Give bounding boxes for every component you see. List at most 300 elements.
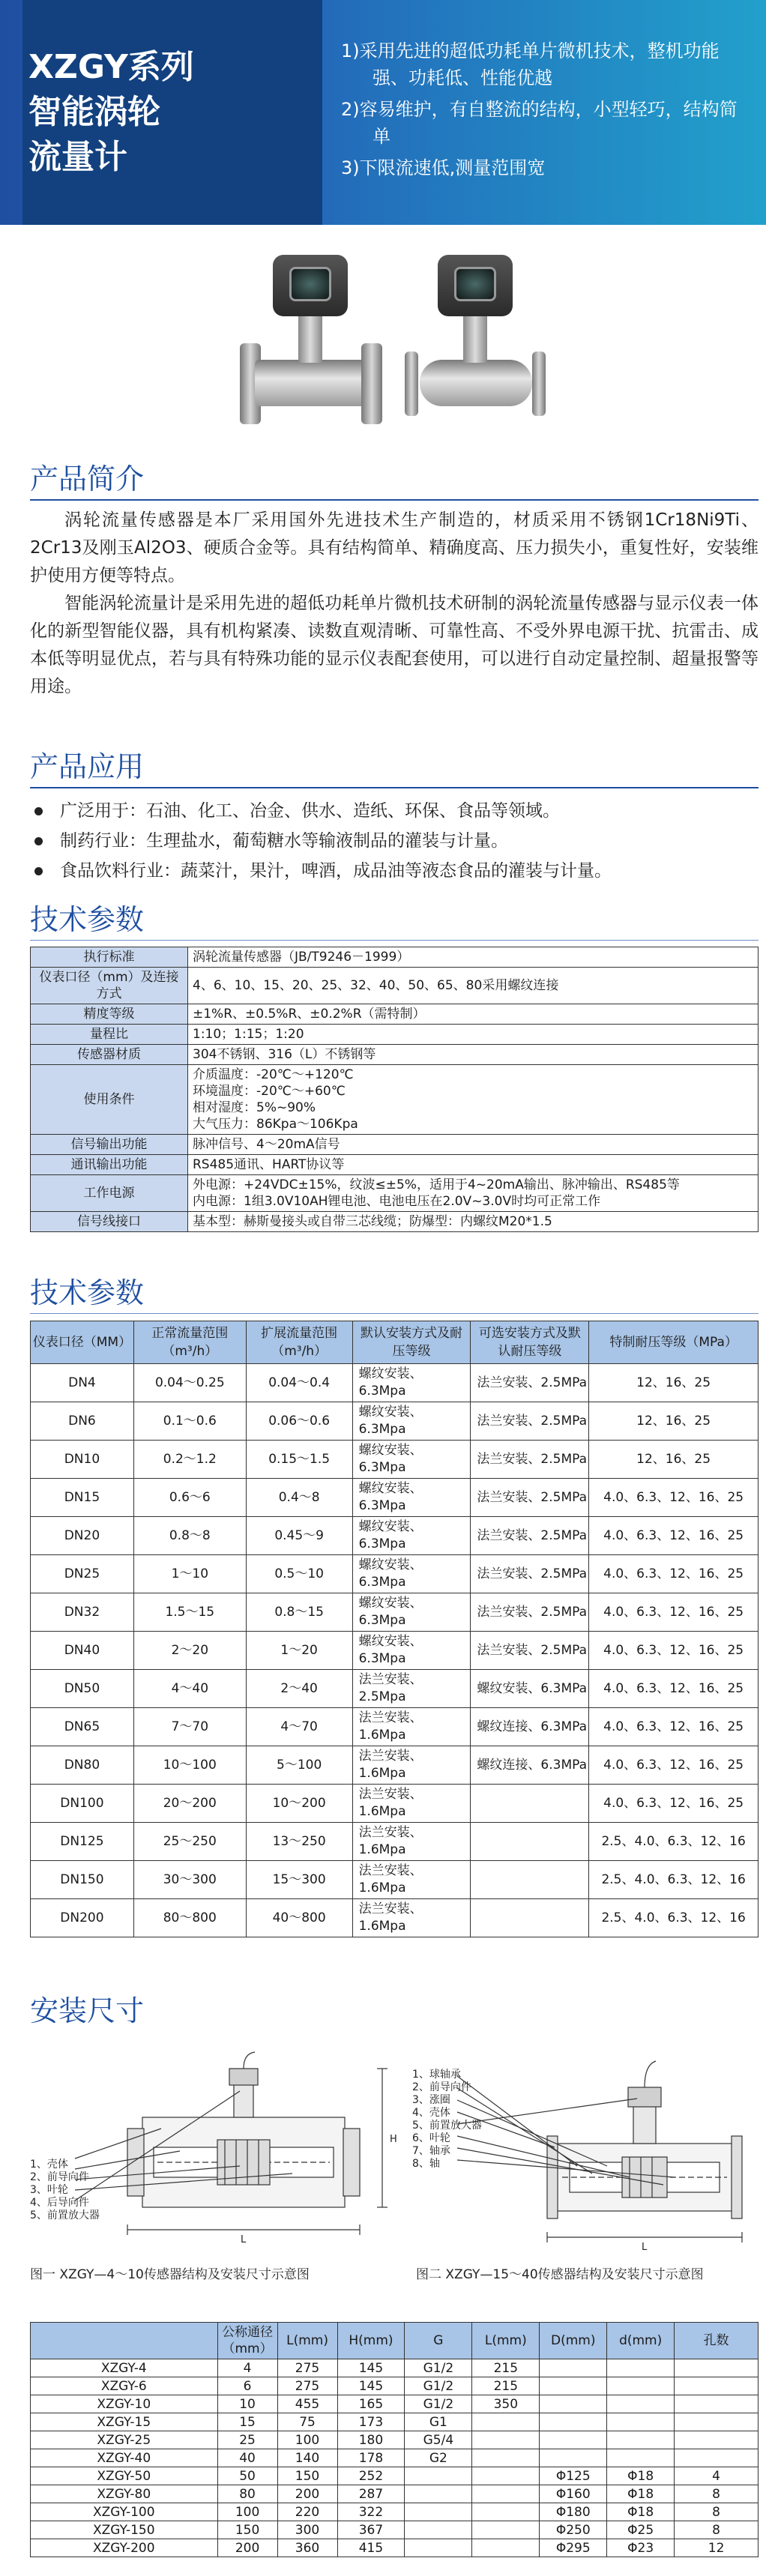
table-cell: 1.5～15 [133,1593,246,1632]
table-cell [405,2539,472,2557]
table-cell: 20～200 [133,1785,246,1823]
table-cell: 法兰安装、2.5MPa [471,1632,589,1670]
table-cell: XZGY-100 [31,2503,218,2521]
dimension-table [30,2322,759,2557]
table-row [31,1785,759,1823]
table-row [31,1402,759,1441]
table-cell: 220 [277,2503,337,2521]
table-cell: 12、16、25 [589,1402,759,1441]
column-header: 扩展流量范围（m³/h） [246,1321,352,1364]
header-banner [0,0,766,225]
table-cell [675,2449,759,2467]
table-row [31,1899,759,1937]
column-header: 默认安装方式及耐压等级 [352,1321,471,1364]
table-row [31,2377,759,2395]
table-cell [472,2485,540,2503]
column-header: 特制耐压等级（MPa） [589,1321,759,1364]
table-cell: DN50 [31,1670,134,1708]
table-cell: 法兰安装、2.5MPa [471,1441,589,1479]
column-header: 正常流量范围（m³/h） [133,1321,246,1364]
table-cell: 法兰安装、1.6Mpa [352,1861,471,1899]
intro-paragraph: 涡轮流量传感器是本厂采用国外先进技术生产制造的，材质采用不锈钢1Cr18Ni9Ti、2Cr13及刚玉Al2O3、硬质合金等。具有结构简单、精确度高、压力损失小，重复性好，安装维护使用方便等特点。 [30,510,759,585]
caption-figure-2: 图二 XZGY—15～40传感器结构及安装尺寸示意图 [416,2267,704,2282]
caption-figure-1: 图一 XZGY—4～10传感器结构及安装尺寸示意图 [30,2267,310,2282]
table-row [31,1823,759,1861]
table-cell: 4.0、6.3、12、16、25 [589,1670,759,1708]
table-cell [405,2485,472,2503]
dim-label-l: L [642,2242,648,2253]
table-row [31,1025,759,1045]
table-row [31,2503,759,2521]
spec-key: 工作电源 [31,1175,188,1212]
spec-table-general [30,947,759,1232]
table-cell [472,2503,540,2521]
table-cell: 法兰安装、2.5MPa [471,1364,589,1402]
spec-value: ±1%R、±0.5%R、±0.2%R（需特制） [188,1004,759,1025]
table-cell: 法兰安装、2.5MPa [471,1402,589,1441]
spec-key: 执行标准 [31,947,188,968]
table-row [31,2539,759,2557]
table-cell: 螺纹连接、6.3MPa [471,1746,589,1785]
table-cell: DN32 [31,1593,134,1632]
feature-points [341,37,750,186]
table-cell: 法兰安装、2.5MPa [471,1555,589,1593]
table-cell: 40～800 [246,1899,352,1937]
section-title-spec-range: 技术参数 [30,1276,145,1309]
section-rule [30,499,759,501]
table-row [31,1670,759,1708]
table-cell [675,2377,759,2395]
table-cell: DN100 [31,1785,134,1823]
table-cell: 8 [675,2485,759,2503]
table-cell [540,2395,607,2413]
table-cell: 415 [337,2539,405,2557]
table-cell [471,1785,589,1823]
table-cell [472,2539,540,2557]
table-cell [405,2503,472,2521]
legend-item: 2、前导向件 [30,2171,89,2183]
table-cell: 252 [337,2467,405,2485]
spec-key: 仪表口径（mm）及连接方式 [31,968,188,1004]
dim-label-h: H [390,2134,397,2145]
table-row [31,1746,759,1785]
spec-key: 使用条件 [31,1065,188,1135]
table-cell: 螺纹安装、6.3Mpa [352,1479,471,1517]
spec-key: 通讯输出功能 [31,1155,188,1175]
table-cell: 215 [472,2377,540,2395]
table-cell: 13～250 [246,1823,352,1861]
spec-value: 基本型：赫斯曼接头或自带三芯线缆；防爆型：内螺纹M20*1.5 [188,1212,759,1232]
legend-mid-sensor [412,2069,482,2171]
table-cell [675,2359,759,2377]
table-cell [472,2431,540,2449]
table-cell [540,2377,607,2395]
table-cell: 455 [277,2395,337,2413]
legend-small-sensor [30,2159,100,2222]
table-row [31,2467,759,2485]
legend-item: 3、叶轮 [30,2184,68,2196]
legend-item: 4、壳体 [412,2107,450,2119]
table-cell: DN10 [31,1441,134,1479]
table-cell: G1 [405,2413,472,2431]
table-cell: 215 [472,2359,540,2377]
table-cell: 150 [217,2521,277,2539]
flange-meter-image [240,255,382,427]
table-cell: XZGY-4 [31,2359,218,2377]
table-row [31,968,759,1004]
table-cell: XZGY-40 [31,2449,218,2467]
feature-point: 2)容易维护，有自整流的结构，小型轻巧，结构简单 [341,99,738,147]
table-cell: 173 [337,2413,405,2431]
table-cell: G1/2 [405,2395,472,2413]
table-cell: DN6 [31,1402,134,1441]
legend-item: 5、前置放大器 [30,2209,100,2221]
table-cell: 200 [217,2539,277,2557]
table-cell [607,2413,675,2431]
table-cell: 178 [337,2449,405,2467]
spec-value: 1:10；1:15；1:20 [188,1025,759,1045]
legend-item: 6、叶轮 [412,2132,450,2144]
table-cell: 4.0、6.3、12、16、25 [589,1517,759,1555]
table-cell: 2.5、4.0、6.3、12、16 [589,1899,759,1937]
table-row [31,1479,759,1517]
table-row [31,1441,759,1479]
product-title: XZGY系列 智能涡轮 流量计 [28,48,194,176]
spec-value: 脉冲信号、4～20mA信号 [188,1135,759,1155]
table-cell: 法兰安装、1.6Mpa [352,1785,471,1823]
table-cell: XZGY-25 [31,2431,218,2449]
table-cell: 4.0、6.3、12、16、25 [589,1479,759,1517]
column-header: D(mm) [540,2323,607,2359]
table-cell: 0.2～1.2 [133,1441,246,1479]
table-cell: 4.0、6.3、12、16、25 [589,1708,759,1746]
table-cell: Φ125 [540,2467,607,2485]
table-cell: 75 [277,2413,337,2431]
table-row [31,2449,759,2467]
list-item: 食品饮料行业：蔬菜汁，果汁，啤酒，成品油等液态食品的灌装与计量。 [30,856,759,886]
table-cell: 法兰安装、1.6Mpa [352,1708,471,1746]
table-row [31,2413,759,2431]
spec-value: 涡轮流量传感器（JB/T9246－1999） [188,947,759,968]
table-cell: 螺纹安装、6.3Mpa [352,1517,471,1555]
table-cell: 0.04～0.25 [133,1364,246,1402]
table-cell: 法兰安装、1.6Mpa [352,1899,471,1937]
table-cell: 4.0、6.3、12、16、25 [589,1632,759,1670]
table-cell: 法兰安装、2.5MPa [471,1517,589,1555]
section-rule [30,787,759,788]
table-cell: 1～20 [246,1632,352,1670]
table-cell: 0.8～15 [246,1593,352,1632]
table-cell [471,1899,589,1937]
column-header: d(mm) [607,2323,675,2359]
table-cell: DN125 [31,1823,134,1861]
table-cell: XZGY-50 [31,2467,218,2485]
table-row [31,1593,759,1632]
table-cell: 4.0、6.3、12、16、25 [589,1785,759,1823]
table-cell: 287 [337,2485,405,2503]
table-cell: 1～10 [133,1555,246,1593]
table-cell: 30～300 [133,1861,246,1899]
table-cell: 2～40 [246,1670,352,1708]
table-row [31,1065,759,1135]
table-cell: 322 [337,2503,405,2521]
table-cell: Φ23 [607,2539,675,2557]
table-row [31,1632,759,1670]
spec-key: 精度等级 [31,1004,188,1025]
table-cell: 0.6～6 [133,1479,246,1517]
table-cell: DN200 [31,1899,134,1937]
table-cell: Φ18 [607,2485,675,2503]
table-cell [471,1861,589,1899]
table-cell: 7～70 [133,1708,246,1746]
table-row [31,2359,759,2377]
table-cell: DN20 [31,1517,134,1555]
legend-item: 2、前导向件 [412,2081,471,2093]
table-cell: 50 [217,2467,277,2485]
table-row [31,2521,759,2539]
table-cell [405,2521,472,2539]
table-row [31,947,759,968]
section-rule [30,940,759,941]
table-cell: 6 [217,2377,277,2395]
legend-item: 4、后导向件 [30,2197,89,2209]
table-row [31,1861,759,1899]
table-cell [540,2431,607,2449]
table-cell: DN80 [31,1746,134,1785]
spec-key: 信号线接口 [31,1212,188,1232]
table-cell: 螺纹安装、6.3Mpa [352,1441,471,1479]
table-cell: 165 [337,2395,405,2413]
table-cell: 0.5～10 [246,1555,352,1593]
table-cell: 300 [277,2521,337,2539]
table-cell: 15～300 [246,1861,352,1899]
table-cell [675,2431,759,2449]
table-cell [607,2377,675,2395]
legend-item: 1、球轴承 [412,2069,461,2081]
table-cell: 法兰安装、2.5Mpa [352,1670,471,1708]
column-header: L(mm) [277,2323,337,2359]
dim-label-l: L [241,2234,247,2245]
table-cell [607,2359,675,2377]
table-cell: 275 [277,2359,337,2377]
table-cell: 275 [277,2377,337,2395]
spec-key: 量程比 [31,1025,188,1045]
table-cell: 25 [217,2431,277,2449]
table-cell: 145 [337,2359,405,2377]
table-cell: 0.1～0.6 [133,1402,246,1441]
section-title-spec: 技术参数 [30,903,145,936]
table-cell: 0.04～0.4 [246,1364,352,1402]
table-cell: 10～100 [133,1746,246,1785]
table-cell: 螺纹安装、6.3Mpa [352,1632,471,1670]
table-cell: Φ18 [607,2467,675,2485]
table-cell [472,2413,540,2431]
table-cell: 180 [337,2431,405,2449]
table-cell: XZGY-200 [31,2539,218,2557]
column-header: 仪表口径（MM） [31,1321,134,1364]
table-cell: 4～70 [246,1708,352,1746]
table-cell: 螺纹安装、6.3Mpa [352,1593,471,1632]
table-cell [540,2449,607,2467]
spec-value: 304不锈钢、316（L）不锈钢等 [188,1045,759,1065]
table-cell: 100 [277,2431,337,2449]
table-row [31,1517,759,1555]
table-row [31,1364,759,1402]
table-cell: 12、16、25 [589,1364,759,1402]
table-cell: 螺纹连接、6.3MPa [471,1708,589,1746]
table-cell: 0.45～9 [246,1517,352,1555]
table-cell: Φ295 [540,2539,607,2557]
table-row [31,1175,759,1212]
table-cell: 螺纹安装、6.3MPa [471,1670,589,1708]
table-row [31,2485,759,2503]
table-cell: Φ180 [540,2503,607,2521]
table-row [31,2395,759,2413]
table-row [31,1135,759,1155]
table-cell: 2.5、4.0、6.3、12、16 [589,1823,759,1861]
table-cell: DN65 [31,1708,134,1746]
table-cell: 12 [675,2539,759,2557]
diagram-small-sensor [30,2046,405,2256]
table-cell: 10～200 [246,1785,352,1823]
table-cell [472,2467,540,2485]
legend-item: 7、轴承 [412,2145,450,2157]
table-cell: XZGY-10 [31,2395,218,2413]
table-cell: DN25 [31,1555,134,1593]
legend-item: 1、壳体 [30,2159,68,2171]
list-item: 制药行业：生理盐水，葡萄糖水等输液制品的灌装与计量。 [30,826,759,856]
table-row [31,1708,759,1746]
spec-value: 外电源：+24VDC±15%，纹波≤±5%，适用于4~20mA输出、脉冲输出、RS485等 内电源：1组3.0V10AH锂电池、电池电压在2.0V~3.0V时均可正常工作 [188,1175,759,1212]
table-cell: G1/2 [405,2359,472,2377]
table-cell: 0.15～1.5 [246,1441,352,1479]
table-cell: 150 [277,2467,337,2485]
legend-item: 8、轴 [412,2158,440,2170]
feature-point: 3)下限流速低,测量范围宽 [341,157,546,178]
table-cell: 螺纹安装、6.3Mpa [352,1364,471,1402]
table-cell: 145 [337,2377,405,2395]
table-cell [607,2449,675,2467]
table-cell: XZGY-15 [31,2413,218,2431]
table-cell: 10 [217,2395,277,2413]
spec-value: 4、6、10、15、20、25、32、40、50、65、80采用螺纹连接 [188,968,759,1004]
table-cell: 4 [675,2467,759,2485]
table-cell [540,2359,607,2377]
table-cell: 法兰安装、2.5MPa [471,1593,589,1632]
table-cell: 367 [337,2521,405,2539]
table-cell: 4 [217,2359,277,2377]
table-cell: 0.06～0.6 [246,1402,352,1441]
table-cell: 法兰安装、2.5MPa [471,1479,589,1517]
table-cell: 法兰安装、1.6Mpa [352,1746,471,1785]
table-cell: 5～100 [246,1746,352,1785]
table-cell: XZGY-80 [31,2485,218,2503]
table-cell: XZGY-150 [31,2521,218,2539]
table-cell: XZGY-6 [31,2377,218,2395]
legend-item: 5、前置放大器 [412,2120,482,2132]
table-row [31,1045,759,1065]
column-header: G [405,2323,472,2359]
column-header: 可选安装方式及默认耐压等级 [471,1321,589,1364]
table-cell: DN15 [31,1479,134,1517]
table-cell: 15 [217,2413,277,2431]
table-cell: 螺纹安装、6.3Mpa [352,1402,471,1441]
table-cell: 8 [675,2521,759,2539]
column-header: 孔数 [675,2323,759,2359]
table-cell: 0.4～8 [246,1479,352,1517]
table-cell [675,2413,759,2431]
table-cell: 140 [277,2449,337,2467]
table-row [31,1155,759,1175]
table-cell: 12、16、25 [589,1441,759,1479]
table-cell: G2 [405,2449,472,2467]
table-cell: 80～800 [133,1899,246,1937]
section-title-install: 安装尺寸 [30,1994,145,2027]
table-cell: 4.0、6.3、12、16、25 [589,1746,759,1785]
table-cell: 法兰安装、1.6Mpa [352,1823,471,1861]
intro-paragraph: 智能涡轮流量计是采用先进的超低功耗单片微机技术研制的涡轮流量传感器与显示仪表一体化的新型智能仪器，具有机构紧凑、读数直观清晰、可靠性高、不受外界电源干扰、抗雷击、成本低等明显优点，若与具有特殊功能的显示仪表配套使用，可以进行自动定量控制、超量报警等用途。 [30,594,759,696]
table-cell: 350 [472,2395,540,2413]
product-photos [240,255,540,427]
table-cell: 螺纹安装、6.3Mpa [352,1555,471,1593]
table-row [31,1212,759,1232]
intro-text [30,507,759,701]
application-list [30,796,759,886]
column-header: H(mm) [337,2323,405,2359]
table-cell: 2～20 [133,1632,246,1670]
table-cell: Φ160 [540,2485,607,2503]
spec-value: 介质温度：-20℃～+120℃ 环境温度：-20℃～+60℃ 相对湿度：5%~90% 大气压力：86Kpa～106Kpa [188,1065,759,1135]
spec-table-range [30,1321,759,1937]
table-cell: 25～250 [133,1823,246,1861]
table-cell: 0.8～8 [133,1517,246,1555]
table-cell: 100 [217,2503,277,2521]
table-cell: Φ18 [607,2503,675,2521]
section-title-application: 产品应用 [30,750,145,783]
table-cell: 4.0、6.3、12、16、25 [589,1593,759,1632]
table-cell [540,2413,607,2431]
table-cell: 4.0、6.3、12、16、25 [589,1555,759,1593]
feature-point: 1)采用先进的超低功耗单片微机技术，整机功能强、功耗低、性能优越 [341,40,720,88]
table-row [31,2431,759,2449]
table-cell: 200 [277,2485,337,2503]
table-cell [675,2395,759,2413]
table-cell: Φ25 [607,2521,675,2539]
list-item: 广泛用于：石油、化工、冶金、供水、造纸、环保、食品等领域。 [30,796,759,826]
table-cell: DN4 [31,1364,134,1402]
section-rule [30,1313,759,1314]
table-cell: DN150 [31,1861,134,1899]
table-cell [607,2395,675,2413]
table-cell: Φ250 [540,2521,607,2539]
column-header [31,2323,218,2359]
legend-item: 3、涨圈 [412,2094,450,2106]
column-header: 公称通径（mm） [217,2323,277,2359]
table-cell: G1/2 [405,2377,472,2395]
table-row [31,1004,759,1025]
table-cell: 4～40 [133,1670,246,1708]
section-title-intro: 产品简介 [30,462,145,495]
spec-key: 信号输出功能 [31,1135,188,1155]
spec-value: RS485通讯、HART协议等 [188,1155,759,1175]
table-row [31,1555,759,1593]
table-cell: 40 [217,2449,277,2467]
table-cell: G5/4 [405,2431,472,2449]
table-cell: 80 [217,2485,277,2503]
table-cell: DN40 [31,1632,134,1670]
column-header: L(mm) [472,2323,540,2359]
table-cell [405,2467,472,2485]
